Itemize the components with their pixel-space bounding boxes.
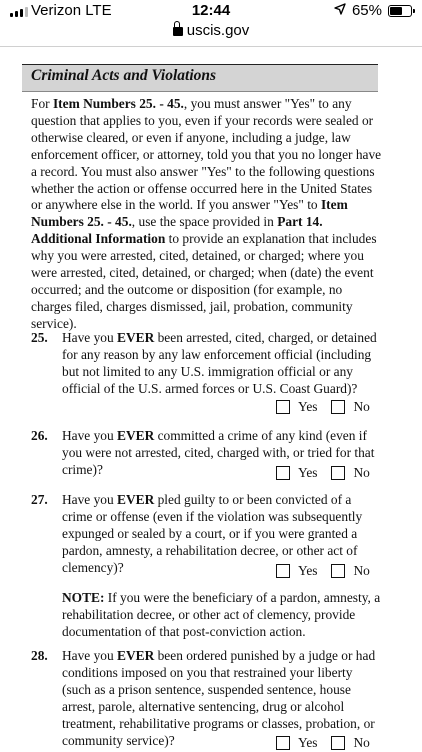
battery-percent: 65%	[351, 2, 382, 19]
question-number: 26.	[31, 428, 48, 443]
answer-group	[276, 399, 384, 416]
question-number: 27.	[31, 492, 48, 507]
yes-checkbox[interactable]	[276, 736, 290, 750]
status-right	[334, 2, 412, 19]
yes-label: Yes	[298, 563, 318, 578]
location-arrow-icon	[334, 2, 346, 19]
no-label: No	[353, 563, 370, 578]
divider	[0, 46, 422, 47]
no-checkbox[interactable]	[331, 400, 345, 414]
note-paragraph: NOTE: If you were the beneficiary of a pardon, amnesty, a rehabilitation decree, or other act of clemency, provide documentation of that post-conviction action.	[62, 590, 381, 639]
carrier-label: Verizon LTE	[31, 2, 112, 19]
question-text: Have you EVER been ordered punished by a judge or had conditions imposed on you that restrained your liberty (such as a prison sentence, suspended sentence, house arrest, parole, alternative sentencing, drug or alcohol treatment, rehabilitative programs or classes, probation, or community service)?	[62, 648, 376, 748]
question-text: Have you EVER committed a crime of any kind (even if you were not arrested, cited, charged with, or tried for that crime)?	[62, 428, 375, 477]
no-label: No	[353, 735, 370, 750]
yes-checkbox[interactable]	[276, 564, 290, 578]
lock-icon	[173, 27, 183, 36]
clock: 12:44	[191, 2, 231, 19]
no-checkbox[interactable]	[331, 466, 345, 480]
address-bar[interactable]	[0, 22, 422, 44]
answer-group	[276, 465, 384, 482]
no-checkbox[interactable]	[331, 736, 345, 750]
section-heading-bar	[22, 64, 378, 92]
no-checkbox[interactable]	[331, 564, 345, 578]
instructions-paragraph: For Item Numbers 25. - 45., you must answer "Yes" to any question that applies to you, even if your records were sealed or otherwise cleared, or even if anyone, including a judge, law enforcement officer, or attorney, told you that you no longer have a record. You must also answer "Yes" to the following questions whether the action or offense occurred here in the United States or anywhere else in the world. If you answer "Yes" to Item Numbers 25. - 45., use the space provided in Part 14. Additional Information to provide an explanation that includes why you were arrested, cited, detained, or charged; where you were arrested, cited, detained, or charged; when (date) the event occurred; and the outcome or disposition (for example, no charges filed, charges dismissed, jail, probation, community service).	[31, 96, 382, 331]
yes-label: Yes	[298, 399, 318, 414]
yes-checkbox[interactable]	[276, 400, 290, 414]
battery-icon	[388, 5, 412, 17]
section-title: Criminal Acts and Violations	[31, 67, 217, 84]
answer-group	[276, 563, 384, 580]
answer-group	[276, 735, 384, 752]
status-bar	[0, 0, 422, 22]
yes-label: Yes	[298, 465, 318, 480]
no-label: No	[353, 465, 370, 480]
url-text: uscis.gov	[186, 22, 250, 39]
yes-checkbox[interactable]	[276, 466, 290, 480]
question-text: Have you EVER been arrested, cited, charged, or detained for any reason by any law enforcement official (including but not limited to any U.S. immigration official or any official of the U.S. armed forces or U.S. Coast Guard)?	[62, 330, 377, 396]
question-text: Have you EVER pled guilty to or been convicted of a crime or offense (even if the violation was subsequently expunged or sealed by a court, or if you were granted a pardon, amnesty, a rehabilitation decree, or other act of clemency)?	[62, 492, 363, 575]
question-number: 25.	[31, 330, 48, 345]
yes-label: Yes	[298, 735, 318, 750]
question-number: 28.	[31, 648, 48, 663]
no-label: No	[353, 399, 370, 414]
